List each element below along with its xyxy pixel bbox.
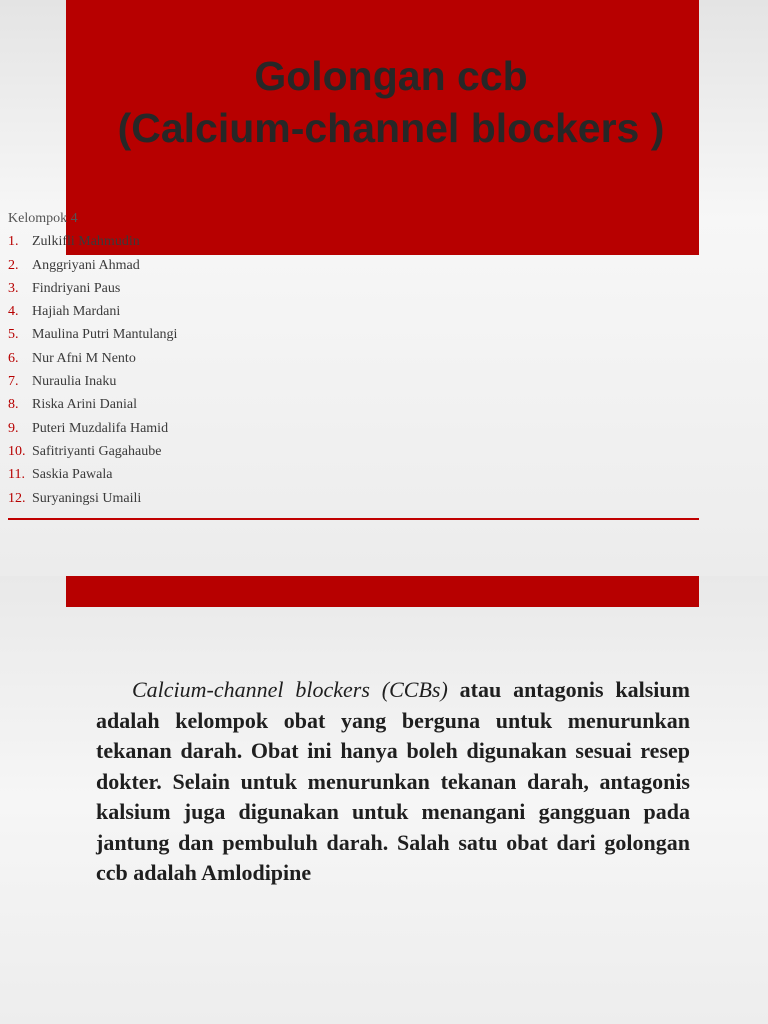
slide-title [66,50,716,154]
title-line-1: Golongan ccb [254,53,528,99]
member-name: Findriyani Paus [32,280,121,296]
member-name: Hajiah Mardani [32,304,121,320]
member-name: Riska Arini Danial [32,397,137,413]
paragraph-text: atau antagonis kalsium adalah kelompok obat yang berguna untuk menurunkan tekanan darah. Obat ini hanya boleh digunakan sesuai resep dokter. Selain untuk menurunkan tekanan darah, antagonis kalsium juga digunakan untuk menangani gangguan pada jantung dan pembuluh darah. Salah satu obat dari golongan ccb adalah Amlodipine [96,677,690,885]
body-paragraph [96,675,690,889]
member-number: 6. [8,350,19,366]
member-number: 2. [8,257,19,273]
member-item [8,487,308,510]
member-number: 8. [8,397,19,413]
divider-line [8,518,699,520]
member-item [8,440,308,463]
member-number: 7. [8,374,19,390]
group-label: Kelompok 4 [8,211,78,226]
member-item [8,370,308,393]
member-item [8,393,308,416]
member-item [8,300,308,323]
member-name: Nur Afni M Nento [32,350,136,366]
member-number: 9. [8,420,19,436]
member-number: 1. [8,234,19,250]
member-item [8,277,308,300]
slide-2 [0,576,768,1024]
title-line-2: (Calcium-channel blockers ) [117,105,665,151]
member-name: Saskia Pawala [32,467,113,483]
member-number: 4. [8,304,19,320]
member-name: Anggriyani Ahmad [32,257,140,273]
member-name: Zulkifli Mahmudin [32,234,140,250]
member-number: 5. [8,327,19,343]
member-number: 3. [8,280,19,296]
member-item [8,323,308,346]
member-item [8,347,308,370]
member-name: Safitriyanti Gagahaube [32,443,162,459]
member-list [8,207,308,510]
header-bar [66,576,699,607]
member-name: Puteri Muzdalifa Hamid [32,420,169,436]
member-item [8,254,308,277]
member-item [8,463,308,486]
member-number: 10. [8,443,26,459]
member-name: Nuraulia Inaku [32,374,117,390]
term-ccb: Calcium-channel blockers (CCBs) [132,677,448,702]
member-ordered-list [8,230,308,510]
member-number: 11. [8,467,25,483]
member-name: Maulina Putri Mantulangi [32,327,178,343]
member-item [8,417,308,440]
member-number: 12. [8,490,26,506]
member-name: Suryaningsi Umaili [32,490,142,506]
member-item [8,230,308,253]
